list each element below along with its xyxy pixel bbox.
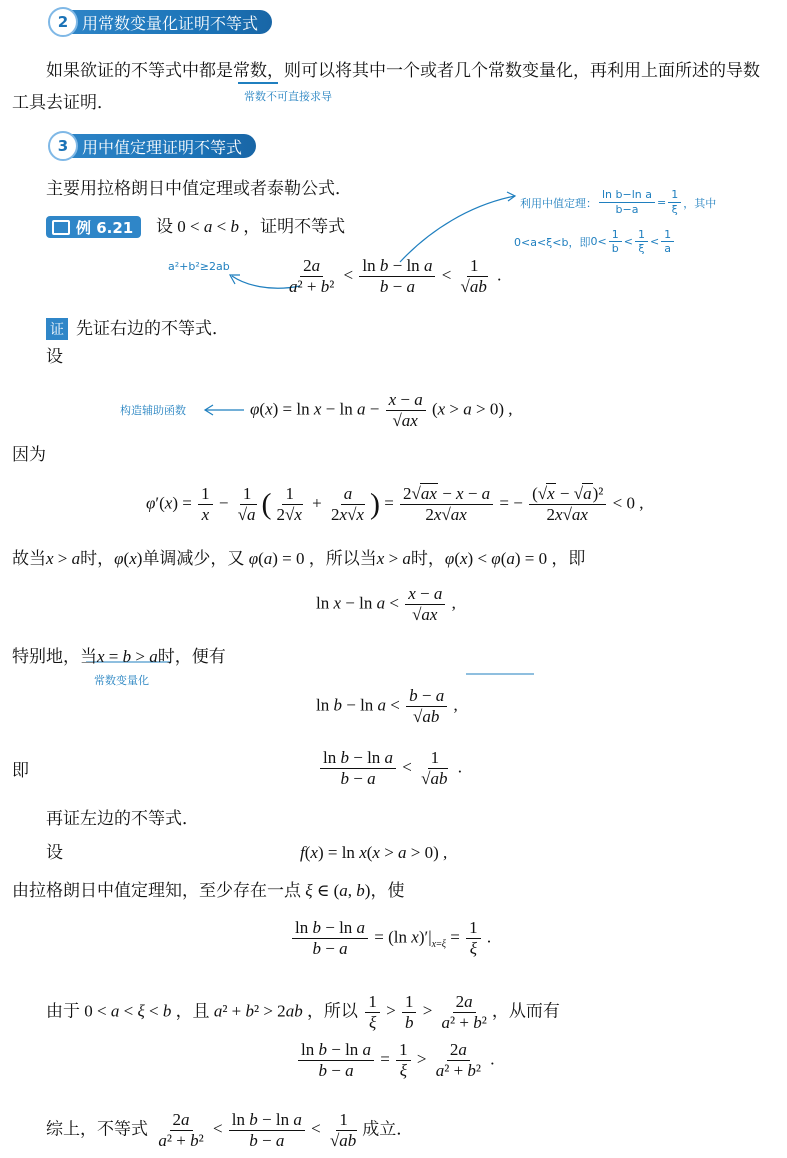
section-title: 用常数变量化证明不等式 bbox=[56, 10, 272, 34]
word-ie: 即 bbox=[12, 761, 29, 781]
paragraph-line: 由于 0 < a < ξ < b ，且 a² + b² > 2ab ，所以 $\frac{1}{\xi}$ > $\frac{1}{b}$ > $\frac{2a}{\text{a² + b²}}$ ，从而有 bbox=[46, 992, 560, 1032]
formula: ln b − ln a < $\frac{b - a}{√ab}$ , bbox=[316, 686, 458, 726]
word-let: 设 bbox=[46, 843, 63, 863]
formula: $\frac{\text{ln b − ln a}}{b - a}$ = $\frac{1}{\xi}$ > $\frac{2a}{\text{a² + b²}}$ . bbox=[296, 1040, 495, 1081]
handwritten-note: 构造辅助函数 bbox=[120, 404, 186, 417]
handwritten-note: 常数变量化 bbox=[94, 674, 149, 687]
word-because: 因为 bbox=[12, 445, 46, 465]
paragraph-line: 由拉格朗日中值定理知，至少存在一点 ξ ∈ (a, b)，使 bbox=[12, 881, 405, 901]
handwritten-note: 常数不可直接求导 bbox=[244, 90, 332, 103]
example-statement: 设 0 < a < b ，证明不等式 bbox=[156, 217, 346, 237]
paragraph-line: 故当x > a时，φ(x)单调减少，又 φ(a) = 0 ，所以当x > a时，φ(x) < φ(a) = 0 ，即 bbox=[12, 549, 586, 569]
paragraph-line: 特别地，当x = b > a时，便有 bbox=[12, 647, 226, 667]
section-number-badge: 2 bbox=[48, 7, 78, 37]
formula: φ(x) = ln x − ln a − $\frac{x - a}{√ax}$ (x > a > 0) , bbox=[250, 390, 513, 430]
section-title: 用中值定理证明不等式 bbox=[56, 134, 256, 158]
proof-line: 再证左边的不等式． bbox=[46, 809, 199, 829]
handwritten-note: a²+b²≥2ab bbox=[168, 260, 230, 273]
proof-line: 先证右边的不等式． bbox=[76, 319, 229, 339]
formula-derivative: φ′(x) = $\frac{1}{x}$ − $\frac{1}{√a}$ ( $\frac{1}{2√x}$ + $\frac{a}{2x√x}$ ) = $\frac{2√ax - x - a}{2x√ax}$ = − $\frac{\text{(√x − √a)²}}{2x√ax}$ < 0 , bbox=[146, 484, 644, 524]
section-number-badge: 3 bbox=[48, 131, 78, 161]
paragraph-line: 如果欲证的不等式中都是常数，则可以将其中一个或者几个常数变量化，再利用上面所述的导数 bbox=[46, 61, 760, 81]
proof-badge: 证 bbox=[46, 318, 68, 340]
paragraph-line: 综上，不等式 $\frac{2a}{\text{a² + b²}}$ < $\frac{\text{ln b − ln a}}{b - a}$ < $\frac{1}{√ab}$ 成立． bbox=[46, 1110, 414, 1150]
handwritten-note-mvt: 利用中值定理： $\frac{\text{ln b−ln a}}{b-a}$ = $\frac{1}{\xi}$ ，其中 bbox=[520, 188, 717, 216]
formula: $\frac{\text{ln b − ln a}}{b - a}$ < $\frac{1}{√ab}$ . bbox=[318, 748, 462, 789]
handwritten-note-mvt-2: 0<a<ξ<b，即 0< $\frac{1}{b}$ < $\frac{1}{\xi}$ < $\frac{1}{a}$ bbox=[514, 228, 676, 255]
example-badge: 例 6.21 bbox=[46, 216, 141, 238]
formula: $\frac{\text{ln b − ln a}}{b - a}$ = (ln $x)'|_{x=\xi}$ = $\frac{1}{\xi}$ . bbox=[290, 918, 491, 959]
formula: ln x − ln a < $\frac{x - a}{√ax}$ , bbox=[316, 584, 456, 624]
paragraph-line: 主要用拉格朗日中值定理或者泰勒公式． bbox=[46, 179, 352, 199]
formula: $\frac{2a}{\text{a² + b²}}$ < $\frac{\text{ln b − ln a}}{b - a}$ < $\frac{1}{√ab}$ . bbox=[289, 256, 502, 296]
formula: f(x) = ln x(x > a > 0) , bbox=[300, 843, 448, 862]
word-let: 设 bbox=[46, 347, 63, 367]
paragraph-line: 工具去证明． bbox=[12, 93, 114, 113]
